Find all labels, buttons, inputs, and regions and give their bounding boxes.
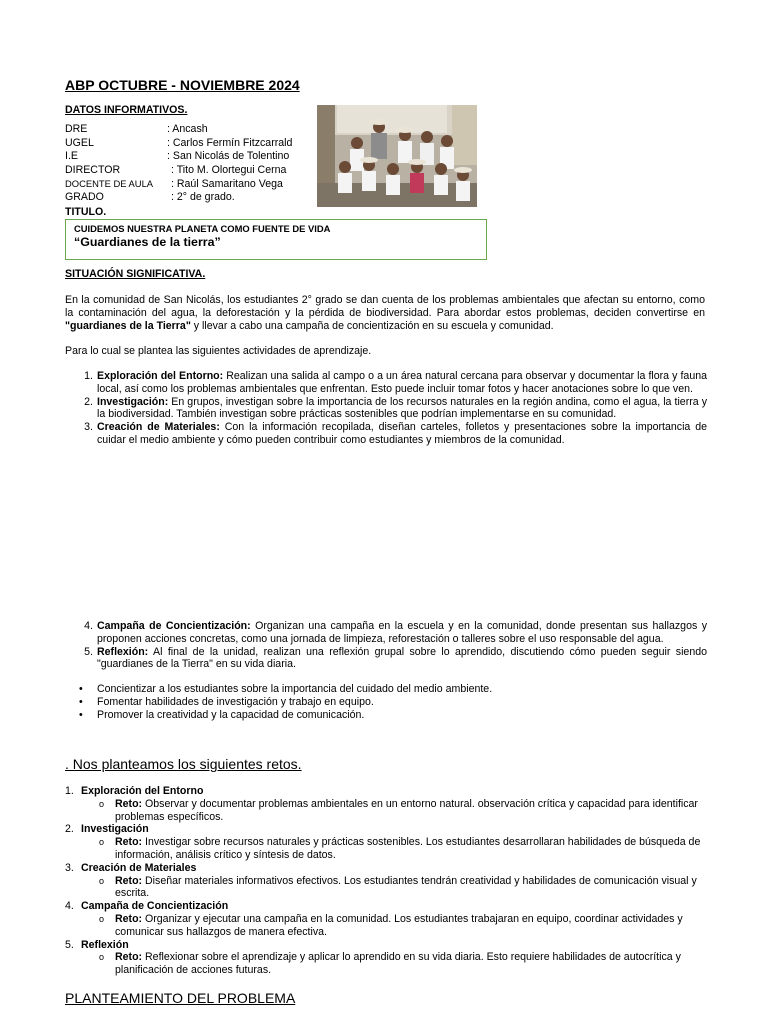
reto-item	[65, 939, 705, 977]
circle-bullet-icon: o	[99, 875, 105, 886]
paragraph-text: y llevar a cabo una campaña de concientización en su escuela y comunidad.	[190, 319, 554, 332]
info-value: : Carlos Fermín Fitzcarrald	[167, 136, 293, 149]
item-number: 2.	[65, 823, 74, 836]
bullet-item	[65, 683, 705, 696]
actividades-intro-paragraph: Para lo cual se plantea las siguientes actividades de aprendizaje.	[65, 345, 372, 357]
project-subtitle: CUIDEMOS NUESTRA PLANETA COMO FUENTE DE VIDA	[74, 223, 331, 234]
activities-list	[65, 370, 707, 447]
info-row	[65, 178, 315, 192]
activity-text: En grupos, investigan sobre la importancia de los recursos naturales en la región andina, como el agua, la tierra y la biodiversidad. También investigan sobre prácticas sostenibles que podrían implementarse en su comunidad.	[97, 395, 707, 421]
info-label: DIRECTOR	[65, 164, 121, 177]
bullet-icon: •	[79, 683, 83, 695]
retos-list	[65, 785, 705, 977]
item-number: 5.	[65, 938, 74, 951]
reto-item	[65, 900, 705, 938]
bullet-item	[65, 696, 705, 709]
project-title-box	[65, 219, 487, 260]
bullet-icon: •	[79, 708, 83, 721]
reto-label: Reto:	[115, 797, 143, 810]
info-label: I.E	[65, 150, 78, 163]
reto-text: Investigar sobre recursos naturales y prácticas sostenibles. Los estudiantes desarrollaran habilidades de búsqueda de información, análisis crítico y síntesis de datos.	[115, 836, 701, 861]
info-row	[65, 123, 315, 137]
item-number: 5.	[84, 645, 93, 658]
activity-title: Exploración del Entorno:	[97, 370, 224, 382]
info-table	[65, 123, 315, 205]
bullet-text: Promover la creatividad y la capacidad de comunicación.	[97, 708, 365, 721]
class-photo-image	[317, 105, 477, 207]
info-row	[65, 150, 315, 164]
activity-item	[65, 646, 707, 672]
reto-title	[65, 823, 705, 836]
info-value: : Tito M. Olortegui Cerna	[171, 164, 287, 177]
activity-item	[65, 396, 707, 422]
reto-description	[65, 798, 705, 824]
item-number: 3.	[65, 861, 74, 874]
reto-title	[65, 939, 705, 952]
situacion-paragraph	[65, 294, 705, 332]
info-label: DOCENTE DE AULA	[65, 177, 154, 189]
planteamiento-heading: PLANTEAMIENTO DEL PROBLEMA	[65, 990, 296, 1006]
info-value: : San Nicolás de Tolentino	[167, 150, 290, 163]
reto-label: Reto:	[115, 836, 143, 849]
info-value: : Ancash	[167, 123, 208, 135]
reto-title-text: Campaña de Concientización	[81, 900, 229, 913]
reto-title-text: Creación de Materiales	[81, 861, 197, 874]
reto-title-text: Reflexión	[81, 938, 129, 951]
document-title: ABP OCTUBRE - NOVIEMBRE 2024	[65, 77, 300, 93]
info-label: DRE	[65, 123, 88, 135]
bullet-item	[65, 709, 705, 722]
info-label: UGEL	[65, 136, 94, 149]
reto-text: Reflexionar sobre el aprendizaje y aplicar lo aprendido en su vida diaria. Esto requiere habilidades de autocrítica y planificación de acciones futuras.	[115, 951, 681, 977]
info-row	[65, 137, 315, 151]
item-number: 3.	[84, 421, 93, 434]
objectives-bullet-list	[65, 683, 705, 721]
reto-label: Reto:	[115, 951, 143, 964]
bullet-text: Concientizar a los estudiantes sobre la importancia del cuidado del medio ambiente.	[97, 683, 493, 695]
reto-title-text: Investigación	[81, 823, 149, 836]
info-value: : Raúl Samaritano Vega	[171, 177, 283, 190]
item-number: 4.	[84, 620, 93, 632]
reto-title-text: Exploración del Entorno	[81, 785, 204, 797]
reto-label: Reto:	[115, 874, 143, 887]
circle-bullet-icon: o	[99, 837, 105, 848]
activity-text: Realizan una salida al campo o a un área natural cercana para observar y documentar la flora y fauna local, así como los problemas ambientales que enfrentan. Esto puede incluir tomar fotos y hacer anotaciones sobre lo que ven.	[97, 370, 707, 395]
reto-item	[65, 785, 705, 823]
info-row	[65, 191, 315, 205]
paragraph-text: En la comunidad de San Nicolás, los estudiantes 2° grado se dan cuenta de los problemas ambientales que afectan su entorno, como la contaminación del agua, la deforestación y la pérdida de biodiversidad. Para abordar estos problemas, deciden convertirse en	[65, 294, 705, 319]
reto-description	[65, 875, 705, 901]
project-title: “Guardianes de la tierra”	[74, 235, 221, 249]
circle-bullet-icon: o	[99, 798, 105, 809]
circle-bullet-icon: o	[99, 952, 105, 963]
info-label: GRADO	[65, 191, 104, 204]
activity-item	[65, 421, 707, 447]
bullet-text: Fomentar habilidades de investigación y trabajo en equipo.	[97, 695, 374, 708]
reto-text: Organizar y ejecutar una campaña en la comunidad. Los estudiantes trabajaran en equipo, coordinar actividades y comunicar sus hallazgos de manera efectiva.	[115, 912, 683, 938]
info-row	[65, 164, 315, 178]
retos-heading: . Nos planteamos los siguientes retos.	[65, 756, 302, 772]
reto-description	[65, 836, 705, 862]
activity-title: Creación de Materiales:	[97, 421, 220, 434]
titulo-label: TITULO.	[65, 206, 107, 218]
activity-text: Organizan una campaña en la escuela y en la comunidad, donde presentan sus hallazgos y proponen acciones concretas, como una jornada de limpieza, reforestación o talleres sobre el uso responsable del agua.	[97, 620, 707, 645]
reto-item	[65, 823, 705, 861]
reto-item	[65, 862, 705, 900]
reto-description	[65, 951, 705, 977]
paragraph-bold-text: "guardianes de la Tierra"	[65, 319, 191, 332]
activity-title: Campaña de Concientización:	[97, 620, 251, 632]
datos-informativos-heading: DATOS INFORMATIVOS.	[65, 104, 188, 116]
reto-text: Observar y documentar problemas ambientales en un entorno natural. observación crítica y capacidad para identificar problemas específicos.	[115, 797, 698, 823]
reto-text: Diseñar materiales informativos efectivos. Los estudiantes tendrán creatividad y habilidades de comunicación visual y escrita.	[115, 874, 697, 900]
activity-text: Al final de la unidad, realizan una reflexión grupal sobre lo aprendido, discutiendo cómo pueden seguir siendo "guardianes de la Tierra" en su vida diaria.	[97, 645, 707, 671]
item-number: 4.	[65, 900, 74, 913]
reto-title	[65, 862, 705, 875]
activities-list-continued	[65, 620, 707, 671]
activity-item	[65, 620, 707, 646]
item-number: 1.	[84, 370, 93, 382]
reto-description	[65, 913, 705, 939]
activity-title: Reflexión:	[97, 645, 149, 658]
situacion-significativa-heading: SITUACIÓN SIGNIFICATIVA.	[65, 268, 206, 280]
info-value: : 2° de grado.	[171, 191, 235, 204]
activity-item	[65, 370, 707, 396]
reto-title	[65, 785, 705, 798]
activity-title: Investigación:	[97, 395, 169, 408]
bullet-icon: •	[79, 695, 83, 708]
reto-title	[65, 900, 705, 913]
reto-label: Reto:	[115, 912, 143, 925]
circle-bullet-icon: o	[99, 913, 105, 924]
item-number: 2.	[84, 395, 93, 408]
item-number: 1.	[65, 785, 74, 797]
activity-text: Con la información recopilada, diseñan carteles, folletos y presentaciones sobre la importancia de cuidar el medio ambiente y cómo pueden contribuir como estudiantes y miembros de la comunidad.	[97, 421, 708, 446]
